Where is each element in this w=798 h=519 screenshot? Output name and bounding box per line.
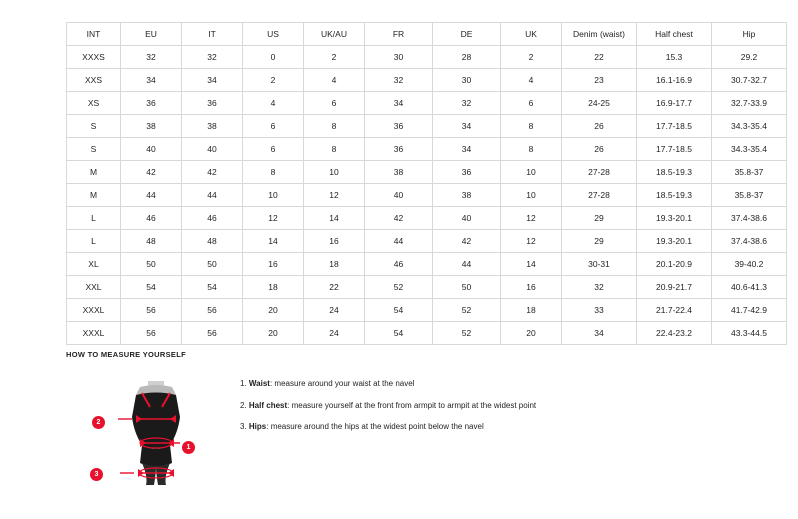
cell-half-chest: 20.1-20.9 (637, 253, 712, 276)
table-row (67, 322, 787, 345)
cell-half-chest: 17.7-18.5 (637, 115, 712, 138)
column-header-us: US (243, 23, 304, 46)
cell-denim-waist: 23 (562, 69, 637, 92)
cell-it: 48 (182, 230, 243, 253)
instruction-number: 2. (240, 400, 247, 410)
cell-us: 8 (243, 161, 304, 184)
cell-half-chest: 15.3 (637, 46, 712, 69)
table-row (67, 230, 787, 253)
cell-fr: 36 (365, 115, 433, 138)
cell-it: 50 (182, 253, 243, 276)
cell-us: 0 (243, 46, 304, 69)
cell-us: 10 (243, 184, 304, 207)
cell-us: 18 (243, 276, 304, 299)
cell-uk: 12 (501, 207, 562, 230)
cell-uk-au: 2 (304, 46, 365, 69)
cell-de: 50 (433, 276, 501, 299)
instruction-text: : measure around your waist at the navel (269, 379, 415, 388)
cell-de: 34 (433, 138, 501, 161)
cell-eu: 36 (121, 92, 182, 115)
cell-int: XXL (67, 276, 121, 299)
cell-fr: 44 (365, 230, 433, 253)
instruction-term: Half chest (248, 400, 288, 410)
mannequin-icon (96, 373, 216, 493)
cell-int: XS (67, 92, 121, 115)
cell-uk: 12 (501, 230, 562, 253)
cell-hip: 29.2 (712, 46, 787, 69)
table-row (67, 92, 787, 115)
cell-half-chest: 21.7-22.4 (637, 299, 712, 322)
cell-fr: 54 (365, 299, 433, 322)
cell-denim-waist: 27-28 (562, 161, 637, 184)
column-header-int: INT (67, 23, 121, 46)
cell-us: 12 (243, 207, 304, 230)
table-body (67, 46, 787, 345)
cell-fr: 36 (365, 138, 433, 161)
instruction-text: : measure around the hips at the widest point below the navel (266, 422, 484, 432)
cell-hip: 34.3-35.4 (712, 115, 787, 138)
table-row (67, 69, 787, 92)
cell-hip: 37.4-38.6 (712, 207, 787, 230)
cell-us: 20 (243, 299, 304, 322)
cell-half-chest: 17.7-18.5 (637, 138, 712, 161)
size-chart-table (66, 22, 787, 345)
instruction-text: : measure yourself at the front from armpit to armpit at the widest point (287, 400, 537, 410)
badge-waist: 1 (182, 441, 195, 454)
table-row (67, 207, 787, 230)
cell-uk-au: 22 (304, 276, 365, 299)
cell-denim-waist: 26 (562, 115, 637, 138)
cell-denim-waist: 29 (562, 230, 637, 253)
cell-uk: 6 (501, 92, 562, 115)
cell-it: 56 (182, 322, 243, 345)
column-header-hip: Hip (712, 23, 787, 46)
cell-eu: 44 (121, 184, 182, 207)
cell-uk: 16 (501, 276, 562, 299)
cell-uk-au: 8 (304, 138, 365, 161)
cell-half-chest: 19.3-20.1 (637, 230, 712, 253)
cell-fr: 46 (365, 253, 433, 276)
cell-it: 44 (182, 184, 243, 207)
cell-denim-waist: 30-31 (562, 253, 637, 276)
table-row (67, 46, 787, 69)
cell-de: 38 (433, 184, 501, 207)
cell-int: L (67, 207, 121, 230)
cell-uk: 20 (501, 322, 562, 345)
instruction-half-chest (240, 401, 536, 411)
column-header-eu: EU (121, 23, 182, 46)
cell-half-chest: 18.5-19.3 (637, 184, 712, 207)
cell-uk-au: 8 (304, 115, 365, 138)
cell-hip: 34.3-35.4 (712, 138, 787, 161)
cell-it: 40 (182, 138, 243, 161)
cell-it: 54 (182, 276, 243, 299)
cell-uk-au: 6 (304, 92, 365, 115)
table-row (67, 138, 787, 161)
cell-uk-au: 18 (304, 253, 365, 276)
column-header-half-chest: Half chest (637, 23, 712, 46)
cell-int: XXXS (67, 46, 121, 69)
section-title: HOW TO MEASURE YOURSELF (66, 350, 186, 359)
cell-int: XXS (67, 69, 121, 92)
cell-de: 30 (433, 69, 501, 92)
cell-it: 42 (182, 161, 243, 184)
cell-uk: 10 (501, 184, 562, 207)
cell-half-chest: 18.5-19.3 (637, 161, 712, 184)
cell-de: 44 (433, 253, 501, 276)
instruction-number: 3. (240, 422, 247, 432)
cell-half-chest: 16.1-16.9 (637, 69, 712, 92)
mannequin-figure (96, 373, 216, 493)
cell-denim-waist: 29 (562, 207, 637, 230)
cell-de: 32 (433, 92, 501, 115)
cell-us: 20 (243, 322, 304, 345)
cell-uk-au: 24 (304, 322, 365, 345)
table-row (67, 276, 787, 299)
measure-body (66, 369, 766, 493)
instruction-term: Hips (248, 422, 267, 432)
cell-eu: 46 (121, 207, 182, 230)
cell-denim-waist: 32 (562, 276, 637, 299)
cell-int: XL (67, 253, 121, 276)
cell-int: S (67, 115, 121, 138)
cell-uk: 18 (501, 299, 562, 322)
cell-hip: 35.8-37 (712, 184, 787, 207)
cell-it: 38 (182, 115, 243, 138)
cell-de: 42 (433, 230, 501, 253)
cell-uk: 8 (501, 115, 562, 138)
cell-uk-au: 4 (304, 69, 365, 92)
cell-eu: 56 (121, 322, 182, 345)
cell-int: XXXL (67, 322, 121, 345)
instruction-waist (240, 379, 536, 389)
table-row (67, 161, 787, 184)
cell-fr: 52 (365, 276, 433, 299)
cell-eu: 40 (121, 138, 182, 161)
cell-int: XXXL (67, 299, 121, 322)
cell-eu: 54 (121, 276, 182, 299)
cell-uk: 4 (501, 69, 562, 92)
column-header-de: DE (433, 23, 501, 46)
cell-eu: 34 (121, 69, 182, 92)
cell-uk: 8 (501, 138, 562, 161)
cell-it: 36 (182, 92, 243, 115)
cell-fr: 30 (365, 46, 433, 69)
cell-fr: 38 (365, 161, 433, 184)
cell-us: 2 (243, 69, 304, 92)
cell-int: S (67, 138, 121, 161)
cell-uk-au: 12 (304, 184, 365, 207)
cell-hip: 35.8-37 (712, 161, 787, 184)
cell-fr: 54 (365, 322, 433, 345)
column-header-uk: UK (501, 23, 562, 46)
cell-fr: 32 (365, 69, 433, 92)
cell-denim-waist: 33 (562, 299, 637, 322)
cell-us: 6 (243, 115, 304, 138)
cell-de: 28 (433, 46, 501, 69)
table-header-row (67, 23, 787, 46)
badge-half-chest: 2 (92, 416, 105, 429)
column-header-denim-waist: Denim (waist) (562, 23, 637, 46)
cell-it: 56 (182, 299, 243, 322)
badge-hips: 3 (90, 468, 103, 481)
column-header-it: IT (182, 23, 243, 46)
cell-fr: 42 (365, 207, 433, 230)
cell-uk-au: 10 (304, 161, 365, 184)
instruction-term: Waist (248, 379, 270, 388)
cell-uk-au: 16 (304, 230, 365, 253)
cell-denim-waist: 26 (562, 138, 637, 161)
table-row (67, 299, 787, 322)
cell-uk: 14 (501, 253, 562, 276)
cell-hip: 43.3-44.5 (712, 322, 787, 345)
cell-hip: 32.7-33.9 (712, 92, 787, 115)
cell-int: L (67, 230, 121, 253)
cell-denim-waist: 24-25 (562, 92, 637, 115)
cell-hip: 30.7-32.7 (712, 69, 787, 92)
cell-eu: 50 (121, 253, 182, 276)
cell-half-chest: 19.3-20.1 (637, 207, 712, 230)
cell-denim-waist: 34 (562, 322, 637, 345)
table-row (67, 253, 787, 276)
cell-de: 36 (433, 161, 501, 184)
cell-fr: 40 (365, 184, 433, 207)
cell-eu: 42 (121, 161, 182, 184)
cell-denim-waist: 27-28 (562, 184, 637, 207)
instruction-number: 1. (240, 379, 247, 388)
table-header (67, 23, 787, 46)
cell-fr: 34 (365, 92, 433, 115)
cell-it: 46 (182, 207, 243, 230)
cell-us: 4 (243, 92, 304, 115)
column-header-uk-au: UK/AU (304, 23, 365, 46)
cell-uk: 10 (501, 161, 562, 184)
cell-de: 52 (433, 322, 501, 345)
measure-instructions (240, 379, 536, 444)
cell-eu: 32 (121, 46, 182, 69)
table-row (67, 115, 787, 138)
cell-eu: 56 (121, 299, 182, 322)
cell-us: 6 (243, 138, 304, 161)
table-row (67, 184, 787, 207)
cell-uk-au: 14 (304, 207, 365, 230)
cell-us: 16 (243, 253, 304, 276)
cell-uk: 2 (501, 46, 562, 69)
cell-uk-au: 24 (304, 299, 365, 322)
cell-de: 40 (433, 207, 501, 230)
how-to-measure-section (66, 350, 766, 493)
column-header-fr: FR (365, 23, 433, 46)
cell-de: 52 (433, 299, 501, 322)
cell-hip: 40.6-41.3 (712, 276, 787, 299)
cell-int: M (67, 184, 121, 207)
cell-eu: 38 (121, 115, 182, 138)
cell-half-chest: 20.9-21.7 (637, 276, 712, 299)
instruction-hips (240, 422, 536, 432)
cell-hip: 39-40.2 (712, 253, 787, 276)
cell-half-chest: 22.4-23.2 (637, 322, 712, 345)
cell-eu: 48 (121, 230, 182, 253)
cell-half-chest: 16.9-17.7 (637, 92, 712, 115)
cell-int: M (67, 161, 121, 184)
cell-hip: 41.7-42.9 (712, 299, 787, 322)
cell-hip: 37.4-38.6 (712, 230, 787, 253)
cell-denim-waist: 22 (562, 46, 637, 69)
cell-us: 14 (243, 230, 304, 253)
cell-it: 34 (182, 69, 243, 92)
cell-it: 32 (182, 46, 243, 69)
cell-de: 34 (433, 115, 501, 138)
